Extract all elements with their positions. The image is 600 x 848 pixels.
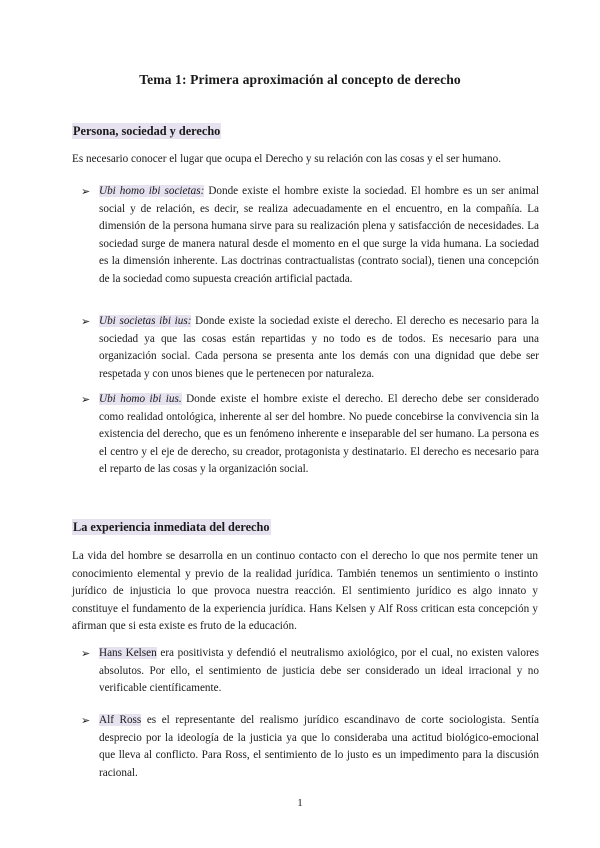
bullet-term: Ubi societas ibi ius: [99,315,192,327]
list-item-text [99,391,539,479]
list-item-text [99,712,539,782]
bullet-body: era positivista y defendió el neutralismo axiológico, por el cual, no existen valores absolutos. Por ello, el sentimiento de justicia debe ser considerado un ideal irracional y no verificable científicamente. [99,647,540,695]
list-item-text [99,313,539,383]
section-heading-text: La experiencia inmediata del derecho [73,520,270,534]
section1-intro: Es necesario conocer el lugar que ocupa el Derecho y su relación con las cosas y el ser humano. [72,153,501,165]
arrowhead-bullet-icon: ➢ [81,315,91,328]
bullet-term: Alf Ross [99,714,142,726]
section2-intro: La vida del hombre se desarrolla en un continuo contacto con el derecho lo que nos permite tener un conocimiento elemental y previo de la realidad jurídica. También tenemos un sentimiento o instinto jurídico de injusticia lo que provoca nuestra reacción. El sentimiento jurídico es algo innato y constituye el fundamento de la experiencia jurídica. Hans Kelsen y Alf Ross critican esta concepción y afirman que si esta existe es fruto de la educación. [72,550,538,633]
list-item-text [99,183,539,289]
bullet-term: Ubi homo ibi societas: [99,185,205,197]
arrowhead-bullet-icon: ➢ [81,714,91,727]
list-item-text [99,645,539,698]
section-heading-text: Persona, sociedad y derecho [73,124,221,138]
arrowhead-bullet-icon: ➢ [81,185,91,198]
bullet-body: Donde existe el hombre existe el derecho. El derecho debe ser considerado como realidad ontológica, inherente al ser del hombre. No puede concebirse la convivencia sin la existencia del derecho, que es un fenómeno inherente e inseparable del ser humano. La persona es el centro y el eje de derecho, su creador, protagonista y destinatario. El derecho es necesario para el reparto de las cosas y la organización social. [99,393,539,476]
section-heading-experiencia [72,520,271,535]
bullet-term: Ubi homo ibi ius. [99,393,182,405]
bullet-body: es el representante del realismo jurídico escandinavo de corte sociologista. Sentía desprecio por la ideología de la justicia ya que lo consideraba una actitud biológico-emocional que lleva al conflicto. Para Ross, el sentimiento de lo justo es un impedimento para la discusión racional. [99,714,539,779]
arrowhead-bullet-icon: ➢ [81,393,91,406]
page-number: 1 [297,797,303,809]
page-title: Tema 1: Primera aproximación al concepto de derecho [139,72,461,87]
arrowhead-bullet-icon: ➢ [81,647,91,660]
bullet-body: Donde existe el hombre existe la sociedad. El hombre es un ser animal social y de relación, es decir, se realiza adecuadamente en el encuentro, en la compañía. La dimensión de la persona humana sirve para su realización plena y satisfacción de necesidades. La sociedad surge de manera natural desde el momento en el que surge la vida humana. La sociedad es la dimensión inherente. Las doctrinas contractualistas (contrato social), tienen una concepción de la sociedad como supuesta creación artificial pactada. [99,185,539,285]
section-heading-persona [72,124,221,139]
bullet-body: Donde existe la sociedad existe el derecho. El derecho es necesario para la sociedad ya que las cosas están repartidas y no todo es de todos. Es necesario para una organización social. Cada persona se presenta ante los demás con una dignidad que debe ser respetada y con unos bienes que le pertenecen por naturaleza. [99,315,539,380]
bullet-term: Hans Kelsen [99,647,157,659]
